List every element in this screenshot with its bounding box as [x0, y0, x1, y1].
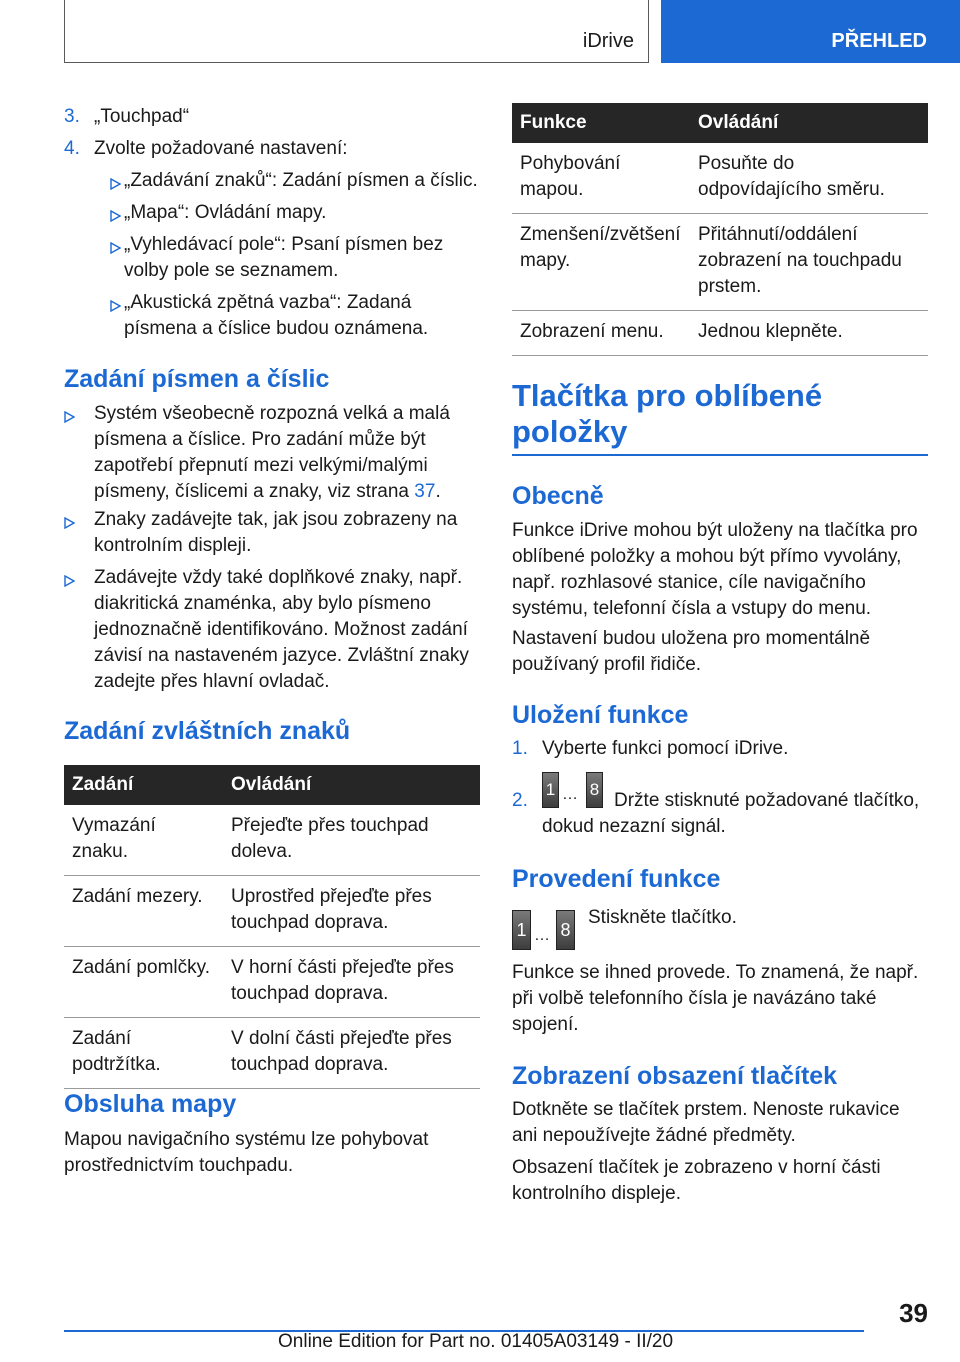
bullet-triangle-icon [110, 242, 121, 254]
key-1: 1 [512, 910, 531, 950]
table-cell: Pohybování mapou. [512, 143, 690, 214]
key-1: 1 [542, 772, 559, 808]
list-item: Zadávejte vždy také doplňkové znaky, např. diakritická znaménka, aby bylo písmeno jednoznačně identifikováno. Možnost zadání závisí na nastaveném jazyce. Zvláštní znaky zadejte přes hlavní ovladač. [94, 567, 469, 692]
table-cell: Vymazání znaku. [64, 805, 223, 876]
table-cell: V horní části přejeďte přes touchpad doprava. [223, 947, 480, 1018]
table-cell: Uprostřed přejeďte přes touchpad doprava. [223, 876, 480, 947]
section-heading: Obsluha mapy [64, 1090, 237, 1118]
step-text: Zvolte požadované nastavení: [94, 138, 348, 159]
column-header: Ovládání [223, 765, 480, 805]
table-cell: V dolní části přejeďte přes touchpad doprava. [223, 1018, 480, 1089]
footer-edition: Online Edition for Part no. 01405A03149 - II/20 [278, 1331, 674, 1352]
bullet-triangle-icon [110, 300, 121, 312]
table-cell: Zmenšení/zvětšení mapy. [512, 214, 690, 311]
table-cell: Posuňte do odpovídajícího směru. [690, 143, 928, 214]
paragraph: Funkce se ihned provede. To znamená, že např. při volbě telefonního čísla je navázáno také spojení. [512, 962, 919, 1035]
bullet-triangle-icon [64, 411, 75, 423]
table-cell: Zobrazení menu. [512, 311, 690, 356]
list-item: „Zadávání znaků“: Zadání písmen a číslic. [124, 170, 478, 191]
paragraph: Stiskněte tlačítko. [588, 907, 737, 928]
section-heading: Obecně [512, 482, 604, 510]
list-item: Znaky zadávejte tak, jak jsou zobrazeny na kontrolním displeji. [94, 509, 458, 556]
page-link[interactable]: 37 [414, 481, 436, 502]
step-number: 3. [64, 106, 80, 127]
section-tab [661, 0, 960, 63]
step-number: 2. [512, 790, 528, 811]
table-row [512, 214, 928, 311]
table-cell: Zadání mezery. [64, 876, 223, 947]
table-cell: Jednou klepněte. [690, 311, 928, 356]
paragraph: Mapou navigačního systému lze pohybovat prostřednictvím touchpadu. [64, 1129, 429, 1176]
key-ellipsis: … [562, 786, 578, 803]
bullet-triangle-icon [110, 178, 121, 190]
map-control-table [512, 103, 928, 356]
key-ellipsis: … [534, 927, 550, 944]
table-row [512, 143, 928, 214]
table-header-row [64, 765, 480, 805]
chapter-tab [64, 0, 649, 63]
table-cell: Zadání podtržítka. [64, 1018, 223, 1089]
paragraph: Funkce iDrive mohou být uloženy na tlačítka pro oblíbené položky a mohou být přímo vyvolány, např. rozhlasové stanice, cíle navigačního systému, telefonní čísla a vstupy do menu. [512, 520, 918, 619]
column-header: Funkce [512, 103, 690, 143]
list-item: „Mapa“: Ovládání mapy. [124, 202, 327, 223]
paragraph: Nastavení budou uložena pro momentálně používaný profil řidiče. [512, 628, 871, 675]
step-text: „Touchpad“ [94, 106, 190, 127]
list-item: „Akustická zpětná vazba“: Zadaná písmena a číslice budou oznámena. [124, 292, 429, 339]
section-heading: Zadání zvláštních znaků [64, 717, 351, 745]
section-heading: Uložení funkce [512, 701, 689, 729]
table-row [512, 311, 928, 356]
key-8: 8 [586, 772, 603, 808]
column-header: Ovládání [690, 103, 928, 143]
section-heading: Zadání písmen a číslic [64, 365, 330, 393]
column-header: Zadání [64, 765, 223, 805]
list-item: Systém všeobecně rozpozná velká a malá písmena a číslice. Pro zadání může být zapotřebí přepnutí mezi velkými/malými písmeny, číslicemi a znaky, viz strana 37. [94, 403, 450, 502]
step-text: Vyberte funkci pomocí iDrive. [542, 738, 789, 759]
table-row [64, 876, 480, 947]
table-row [64, 805, 480, 876]
list-item: „Vyhledávací pole“: Psaní písmen bez volby pole se seznamem. [124, 234, 444, 281]
heading-divider [512, 454, 928, 456]
table-row [64, 1018, 480, 1089]
step-number: 1. [512, 738, 528, 759]
step-number: 4. [64, 138, 80, 159]
page-heading: Tlačítka pro oblíbené položky [512, 378, 823, 449]
bullet-triangle-icon [64, 575, 75, 587]
step-text: Držte stisknuté požadované tlačítko, dokud nezazní signál. [542, 790, 920, 837]
table-cell: Zadání pomlčky. [64, 947, 223, 1018]
paragraph: Obsazení tlačítek je zobrazeno v horní části kontrolního displeje. [512, 1157, 881, 1204]
chapter-title: iDrive [582, 30, 634, 52]
table-row [64, 947, 480, 1018]
bullet-triangle-icon [110, 210, 121, 222]
special-chars-table [64, 765, 480, 1089]
key-8: 8 [556, 910, 575, 950]
paragraph: Dotkněte se tlačítek prstem. Nenoste rukavice ani nepoužívejte žádné předměty. [512, 1099, 900, 1146]
favorite-keys-icon [512, 910, 576, 950]
section-heading: Zobrazení obsazení tlačítek [512, 1062, 838, 1090]
page-number: 39 [899, 1298, 928, 1328]
table-cell: Přitáhnutí/oddálení zobrazení na touchpadu prstem. [690, 214, 928, 311]
section-heading: Provedení funkce [512, 865, 721, 893]
section-title: PŘEHLED [831, 30, 927, 52]
table-cell: Přejeďte přes touchpad doleva. [223, 805, 480, 876]
bullet-triangle-icon [64, 517, 75, 529]
table-header-row [512, 103, 928, 143]
